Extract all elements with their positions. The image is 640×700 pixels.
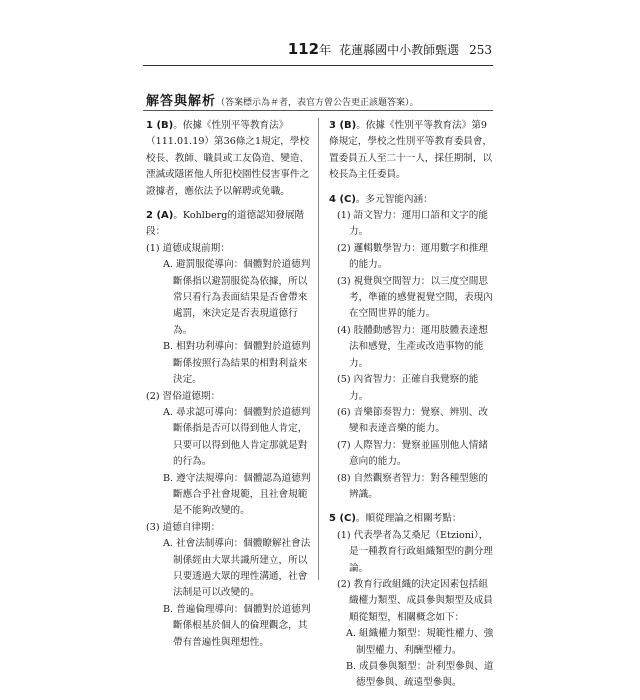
answer-number: 3 (B) [329,120,357,131]
answer-1 [146,118,312,200]
header-rule [143,65,493,66]
answer-text: 。依據《性別平等教育法》（111.01.19）第36條之1規定，學校校長、教師、職員或工友偽造、變造、湮滅或隱匿他人所犯校園性侵害事件之證據者，應依法予以解聘或免職。 [146,120,310,197]
stage-3-a: A. 社會法制導向：個體瞭解社會法制係經由大眾共識所建立，所以只要透過大眾的理性溝通，社會法制是可以改變的。 [163,538,311,599]
column-divider [318,118,319,580]
point-2-a: A. 組織權力類型：規範性權力、強制型權力、利酬型權力。 [346,628,494,656]
point-2-b: B. 成員參與類型：計利型參與、道德型參與、疏遠型參與。 [346,661,494,689]
answer-text: 。依據《性別平等教育法》第9條規定，學校之性別平等教育委員會，置委員五人至二十一人，採任期制，以校長為主任委員。 [329,120,493,181]
intelligence-1: (1) 語文智力：運用口語和文字的能力。 [337,210,488,238]
answer-4 [329,192,495,504]
intelligence-3: (3) 視覺與空間智力：以三度空間思考，準確的感覺視覺空間，表現內在空間世界的能力。 [337,275,493,320]
intelligence-2: (2) 邏輯數學智力：運用數字和推理的能力。 [337,242,488,271]
section-title: 解答與解析 [146,94,217,109]
point-2: (2) 教育行政組織的決定因素包括組織權力類型、成員參與類型及成員順從類型，相關概念如下： [337,578,493,623]
stage-2-a: A. 尋求認可導向：個體對於道德判斷係指是否可以得到他人肯定，只要可以得到他人肯定那就是對的行為。 [163,406,311,468]
answer-5 [329,511,495,691]
section-rule [143,110,493,111]
answer-number: 1 (B) [146,120,174,131]
stage-3: (3) 道德自律期： [146,521,221,533]
section-note: （答案標示為＃者，表官方曾公告更正該題答案）。 [216,98,419,108]
answer-text: 。多元智能內涵： [355,193,433,205]
intelligence-8: (8) 自然觀察者智力：對各種型態的辨識。 [337,472,488,500]
answer-text: 。順從理論之相關考點： [355,513,462,525]
stage-1-b: B. 相對功利導向：個體對於道德判斷係按照行為結果的相對利益來決定。 [163,341,311,386]
answer-text: 。Kohlberg的道德認知發展階段： [146,210,305,238]
left-column [146,118,312,659]
right-column [329,118,495,700]
answer-2 [146,208,312,651]
answer-3 [329,118,495,184]
answer-number: 4 (C) [329,193,356,205]
section-heading [146,90,419,109]
page-header [288,40,492,58]
intelligence-4: (4) 肢體動感智力：運用肢體表達想法和感覺，生產或改造事物的能力。 [337,324,488,369]
answer-number: 5 (C) [329,513,356,525]
stage-1-a: A. 避罰服從導向：個體對於道德判斷係指以避罰服從為依據，所以常只看行為表面結果是否會帶來處罰，來決定是否表現道德行為。 [163,259,311,336]
exam-title: 花蓮縣國中小教師甄選 [339,43,460,57]
answer-number: 2 (A) [146,210,174,222]
exam-year: 112 [287,40,320,58]
point-1: (1) 代表學者為艾桑尼（Etzioni），是一種教育行政組織類型的劃分理論。 [337,529,493,574]
stage-2-b: B. 遵守法規導向：個體認為道德判斷應合乎社會規範，且社會規範是不能夠改變的。 [163,472,311,517]
stage-2: (2) 習俗道德期： [146,390,221,402]
exam-year-suffix: 年 [319,43,332,57]
stage-1: (1) 道德成規前期： [146,242,230,254]
page-number: 253 [469,43,492,57]
intelligence-7: (7) 人際智力：覺察並區別他人情緒意向的能力。 [337,439,488,468]
intelligence-6: (6) 音樂節奏智力：覺察、辨別、改變和表達音樂的能力。 [337,406,488,435]
intelligence-5: (5) 內省智力：正確自我覺察的能力。 [337,374,479,402]
stage-3-b: B. 普遍倫理導向：個體對於道德判斷係根基於個人的倫理觀念，其帶有普遍性與理想性。 [163,603,311,648]
